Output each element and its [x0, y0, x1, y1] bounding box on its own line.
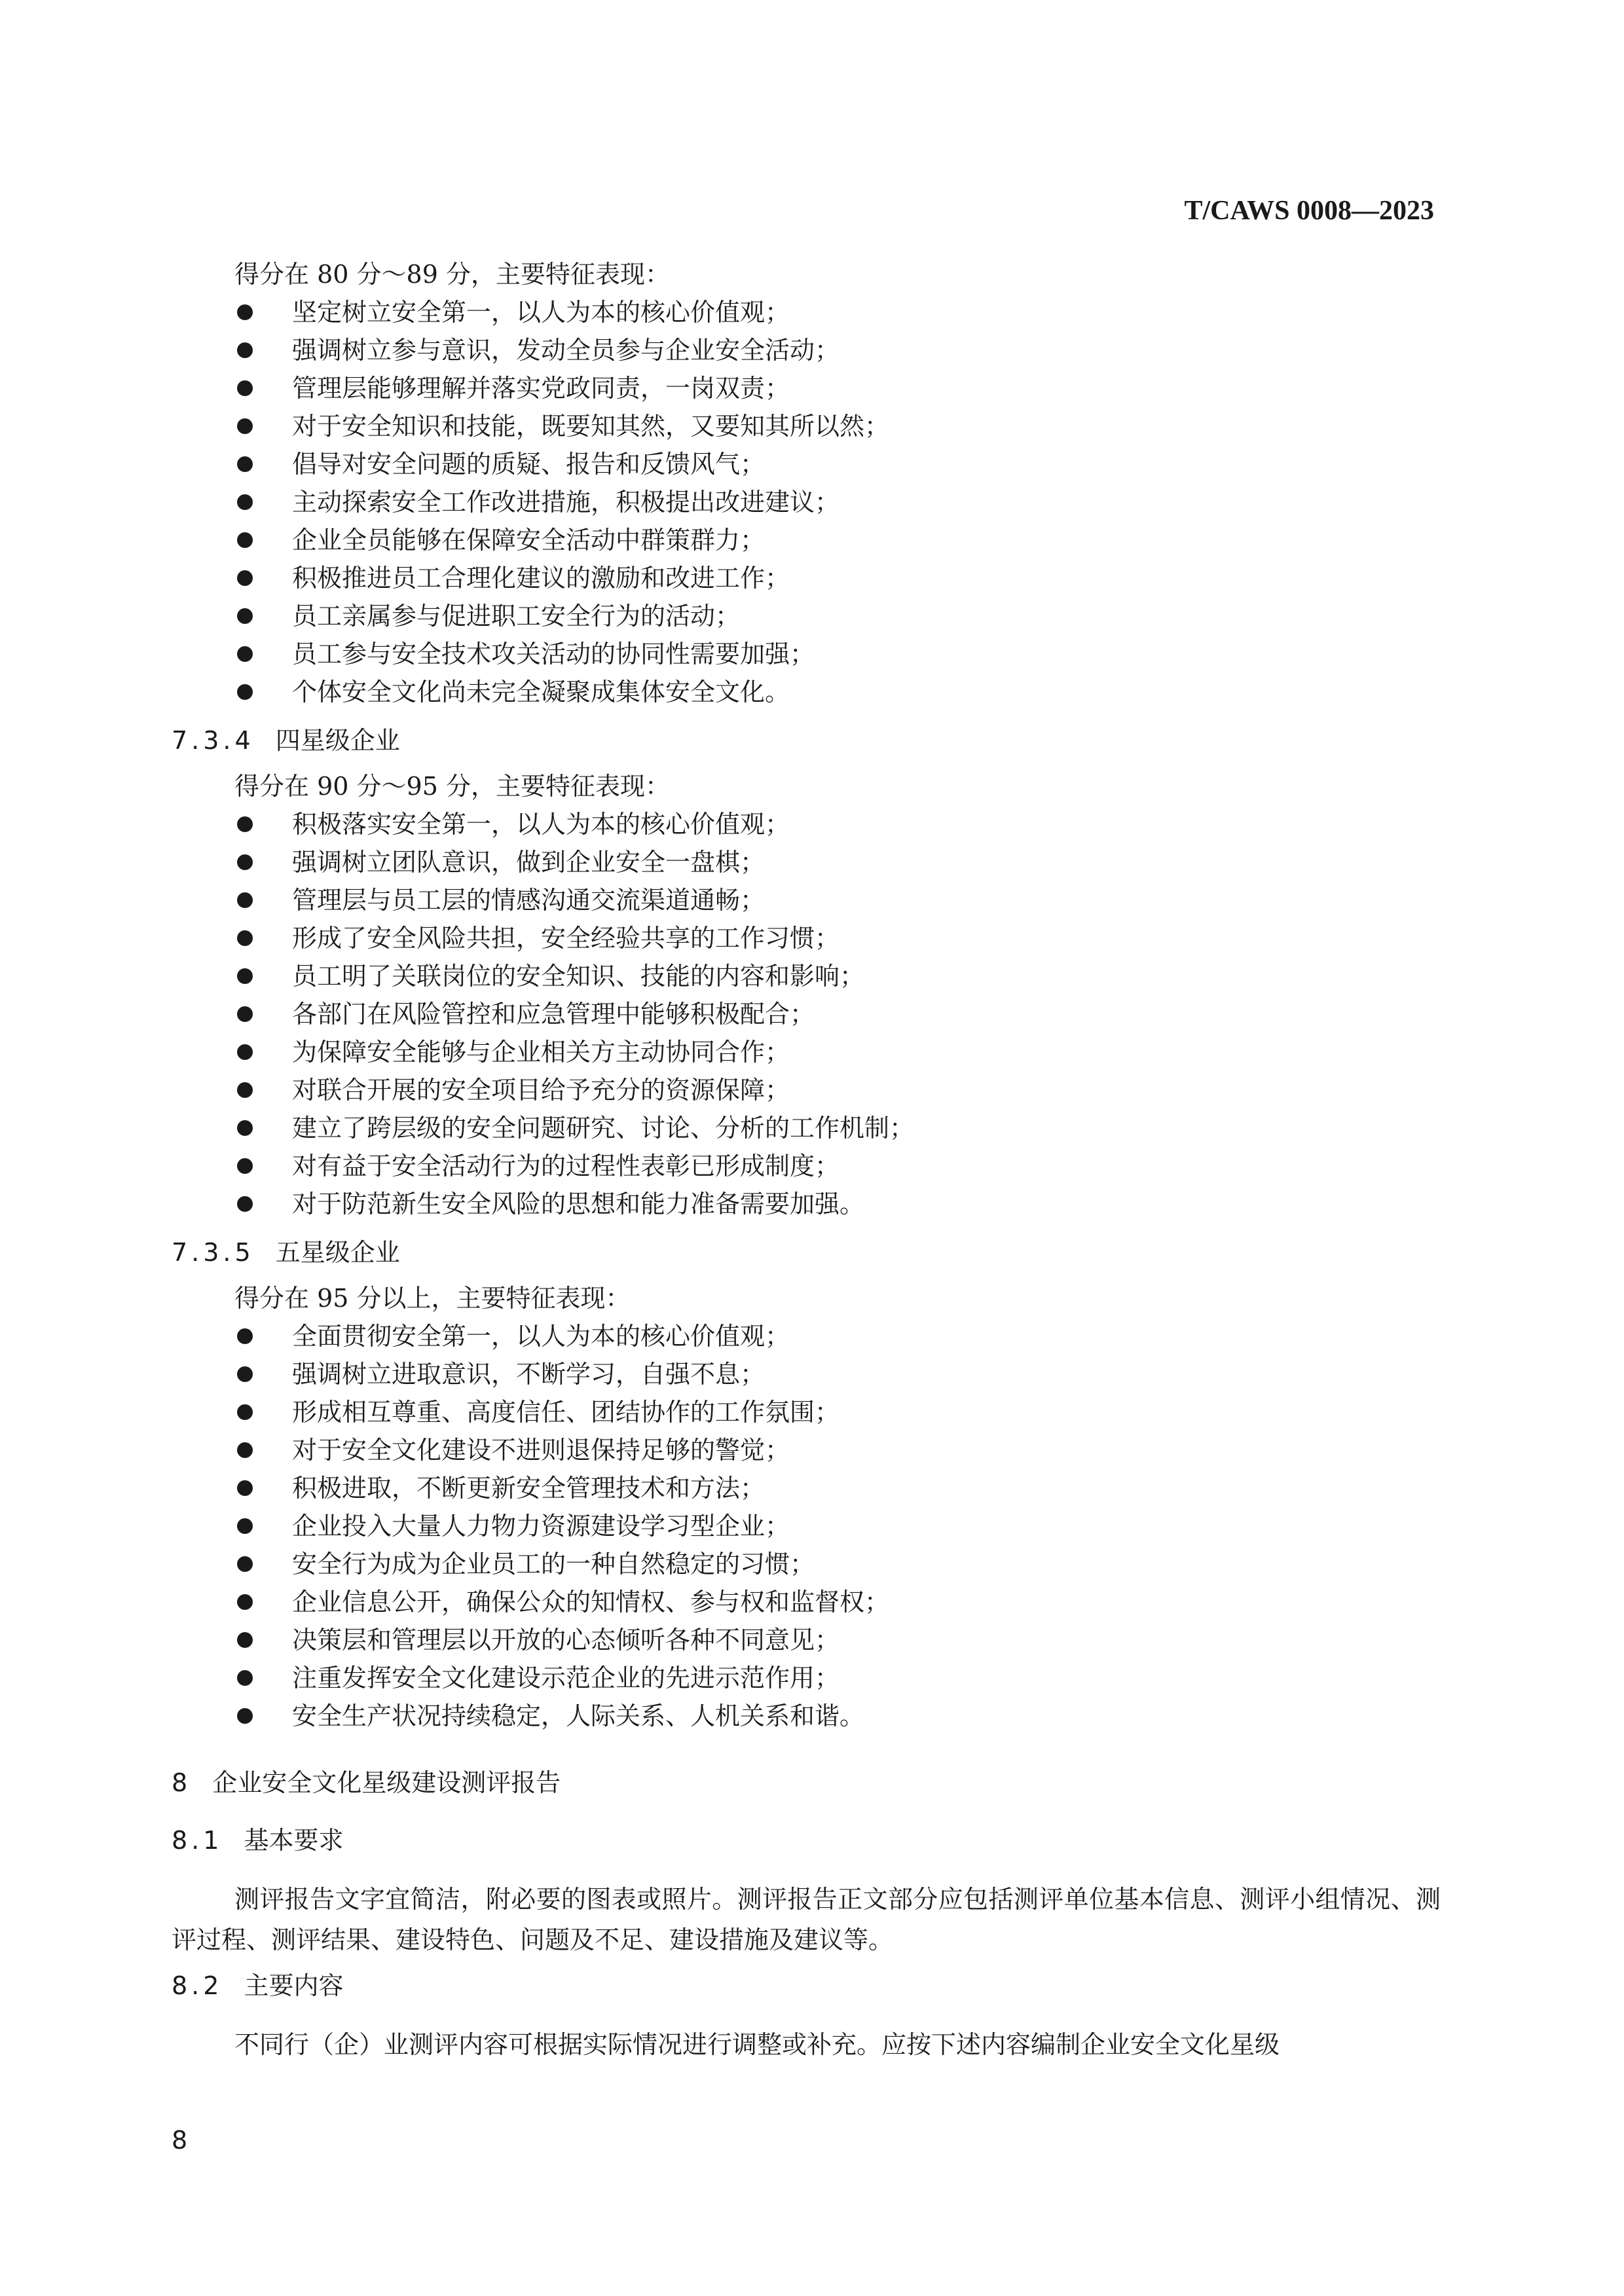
- list-item: [172, 1507, 1441, 1545]
- list-item-text: 强调树立参与意识，发动全员参与企业安全活动；: [292, 336, 840, 365]
- section-five-star: [172, 1233, 1441, 1735]
- bullet-icon: [237, 684, 253, 700]
- list-item-text: 管理层能够理解并落实党政同责，一岗双责；: [292, 374, 790, 403]
- list-item-text: 为保障安全能够与企业相关方主动协同合作；: [292, 1038, 790, 1066]
- section-heading: [172, 721, 1441, 759]
- list-item-text: 企业全员能够在保障安全活动中群策群力；: [292, 526, 766, 555]
- list-item-text: 积极进取，不断更新安全管理技术和方法；: [292, 1474, 766, 1503]
- document-body: [172, 255, 1441, 2071]
- list-item: [172, 1697, 1441, 1735]
- list-item: [172, 445, 1441, 483]
- bullet-icon: [237, 1328, 253, 1344]
- bullet-icon: [237, 1556, 253, 1572]
- list-item-text: 强调树立进取意识，不断学习，自强不息；: [292, 1360, 766, 1389]
- section-number: 7.3.4: [172, 726, 255, 755]
- bullet-icon: [237, 1120, 253, 1136]
- list-item: [172, 1583, 1441, 1621]
- section-heading: [172, 1233, 1441, 1271]
- section-heading-8-1: [172, 1821, 1441, 1859]
- list-item: [172, 1355, 1441, 1393]
- list-item: [172, 1185, 1441, 1223]
- document-code: T/CAWS 0008—2023: [1184, 196, 1434, 226]
- body-paragraph: 测评报告文字宜简洁，附必要的图表或照片。测评报告正文部分应包括测评单位基本信息、测评小组情况、测评过程、测评结果、建设特色、问题及不足、建设措施及建议等。: [172, 1885, 1441, 1954]
- list-item: [172, 881, 1441, 919]
- list-item: [172, 1147, 1441, 1185]
- list-item-text: 员工明了关联岗位的安全知识、技能的内容和影响；: [292, 962, 865, 991]
- bullet-icon: [237, 342, 253, 358]
- list-item: [172, 1621, 1441, 1659]
- chapter-title: 企业安全文化星级建设测评报告: [212, 1768, 561, 1797]
- bullet-icon: [237, 646, 253, 662]
- score-intro: 得分在 90 分～95 分，主要特征表现：: [234, 772, 670, 801]
- page-number: 8: [172, 2126, 188, 2155]
- bullet-icon: [237, 1594, 253, 1610]
- section-three-star: [172, 255, 1441, 711]
- bullet-icon: [237, 1196, 253, 1212]
- score-intro: 得分在 80 分～89 分，主要特征表现：: [234, 260, 670, 289]
- score-intro: 得分在 95 分以上，主要特征表现：: [234, 1284, 631, 1313]
- list-item: [172, 293, 1441, 331]
- list-item-text: 各部门在风险管控和应急管理中能够积极配合；: [292, 1000, 815, 1029]
- list-item-text: 注重发挥安全文化建设示范企业的先进示范作用；: [292, 1664, 840, 1692]
- list-item: [172, 1545, 1441, 1583]
- list-item: [172, 1317, 1441, 1355]
- bullet-icon: [237, 816, 253, 832]
- bullet-icon: [237, 1442, 253, 1458]
- list-item-text: 强调树立团队意识，做到企业安全一盘棋；: [292, 848, 766, 877]
- list-item-text: 员工亲属参与促进职工安全行为的活动；: [292, 602, 741, 630]
- bullet-icon: [237, 930, 253, 946]
- list-item: [172, 673, 1441, 711]
- bullet-icon: [237, 1708, 253, 1724]
- list-item-text: 安全行为成为企业员工的一种自然稳定的习惯；: [292, 1550, 815, 1578]
- list-item: [172, 407, 1441, 445]
- list-item: [172, 843, 1441, 881]
- list-item-text: 坚定树立安全第一，以人为本的核心价值观；: [292, 298, 790, 327]
- chapter-heading: [172, 1764, 1441, 1802]
- bullet-icon: [237, 418, 253, 434]
- feature-list: [172, 805, 1441, 1223]
- list-item-text: 形成了安全风险共担，安全经验共享的工作习惯；: [292, 924, 840, 953]
- list-item: [172, 995, 1441, 1033]
- section-title: 五星级企业: [275, 1238, 400, 1267]
- list-item: [172, 559, 1441, 597]
- list-item: [172, 919, 1441, 957]
- section-number: 8.2: [172, 1971, 223, 2000]
- list-item: [172, 521, 1441, 559]
- bullet-icon: [237, 1518, 253, 1534]
- chapter-8: [172, 1764, 1441, 2065]
- list-item: [172, 483, 1441, 521]
- bullet-icon: [237, 456, 253, 472]
- list-item-text: 员工参与安全技术攻关活动的协同性需要加强；: [292, 640, 815, 668]
- bullet-icon: [237, 1670, 253, 1686]
- list-item: [172, 1431, 1441, 1469]
- list-item: [172, 1659, 1441, 1697]
- list-item-text: 积极落实安全第一，以人为本的核心价值观；: [292, 810, 790, 839]
- list-item-text: 倡导对安全问题的质疑、报告和反馈风气；: [292, 450, 766, 479]
- list-item-text: 建立了跨层级的安全问题研究、讨论、分析的工作机制；: [292, 1114, 915, 1142]
- feature-list: [172, 293, 1441, 711]
- bullet-icon: [237, 1632, 253, 1648]
- list-item: [172, 957, 1441, 995]
- list-item-text: 安全生产状况持续稳定，人际关系、人机关系和谐。: [292, 1702, 865, 1730]
- list-item: [172, 805, 1441, 843]
- list-item-text: 对联合开展的安全项目给予充分的资源保障；: [292, 1076, 790, 1104]
- section-number: 8.1: [172, 1826, 223, 1855]
- list-item: [172, 635, 1441, 673]
- list-item: [172, 1033, 1441, 1071]
- bullet-icon: [237, 1082, 253, 1098]
- bullet-icon: [237, 1480, 253, 1496]
- list-item: [172, 331, 1441, 369]
- list-item-text: 主动探索安全工作改进措施，积极提出改进建议；: [292, 488, 840, 517]
- bullet-icon: [237, 380, 253, 396]
- list-item-text: 对于防范新生安全风险的思想和能力准备需要加强。: [292, 1190, 865, 1218]
- bullet-icon: [237, 1366, 253, 1382]
- section-title: 四星级企业: [275, 726, 400, 755]
- section-number: 7.3.5: [172, 1238, 255, 1267]
- bullet-icon: [237, 608, 253, 624]
- list-item-text: 对于安全文化建设不进则退保持足够的警觉；: [292, 1436, 790, 1465]
- feature-list: [172, 1317, 1441, 1735]
- list-item-text: 决策层和管理层以开放的心态倾听各种不同意见；: [292, 1626, 840, 1654]
- bullet-icon: [237, 968, 253, 984]
- list-item-text: 对于安全知识和技能，既要知其然，又要知其所以然；: [292, 412, 890, 441]
- list-item-text: 企业投入大量人力物力资源建设学习型企业；: [292, 1512, 790, 1540]
- list-item: [172, 597, 1441, 635]
- list-item-text: 全面贯彻安全第一，以人为本的核心价值观；: [292, 1322, 790, 1351]
- bullet-icon: [237, 532, 253, 548]
- list-item: [172, 1071, 1441, 1109]
- list-item: [172, 1393, 1441, 1431]
- chapter-number: 8: [172, 1768, 192, 1797]
- list-item-text: 对有益于安全活动行为的过程性表彰已形成制度；: [292, 1152, 840, 1180]
- list-item: [172, 1109, 1441, 1147]
- section-title: 主要内容: [244, 1971, 344, 2000]
- section-four-star: [172, 721, 1441, 1223]
- list-item-text: 企业信息公开，确保公众的知情权、参与权和监督权；: [292, 1588, 890, 1616]
- list-item-text: 形成相互尊重、高度信任、团结协作的工作氛围；: [292, 1398, 840, 1427]
- bullet-icon: [237, 1158, 253, 1174]
- bullet-icon: [237, 494, 253, 510]
- section-heading-8-2: [172, 1967, 1441, 2005]
- list-item: [172, 1469, 1441, 1507]
- list-item-text: 个体安全文化尚未完全凝聚成集体安全文化。: [292, 678, 790, 706]
- list-item-text: 管理层与员工层的情感沟通交流渠道通畅；: [292, 886, 766, 915]
- bullet-icon: [237, 1404, 253, 1420]
- bullet-icon: [237, 854, 253, 870]
- bullet-icon: [237, 570, 253, 586]
- bullet-icon: [237, 304, 253, 320]
- bullet-icon: [237, 1006, 253, 1022]
- section-title: 基本要求: [244, 1826, 344, 1855]
- bullet-icon: [237, 892, 253, 908]
- body-paragraph: 不同行（企）业测评内容可根据实际情况进行调整或补充。应按下述内容编制企业安全文化星级: [234, 2030, 1280, 2059]
- list-item-text: 积极推进员工合理化建议的激励和改进工作；: [292, 564, 790, 592]
- bullet-icon: [237, 1044, 253, 1060]
- list-item: [172, 369, 1441, 407]
